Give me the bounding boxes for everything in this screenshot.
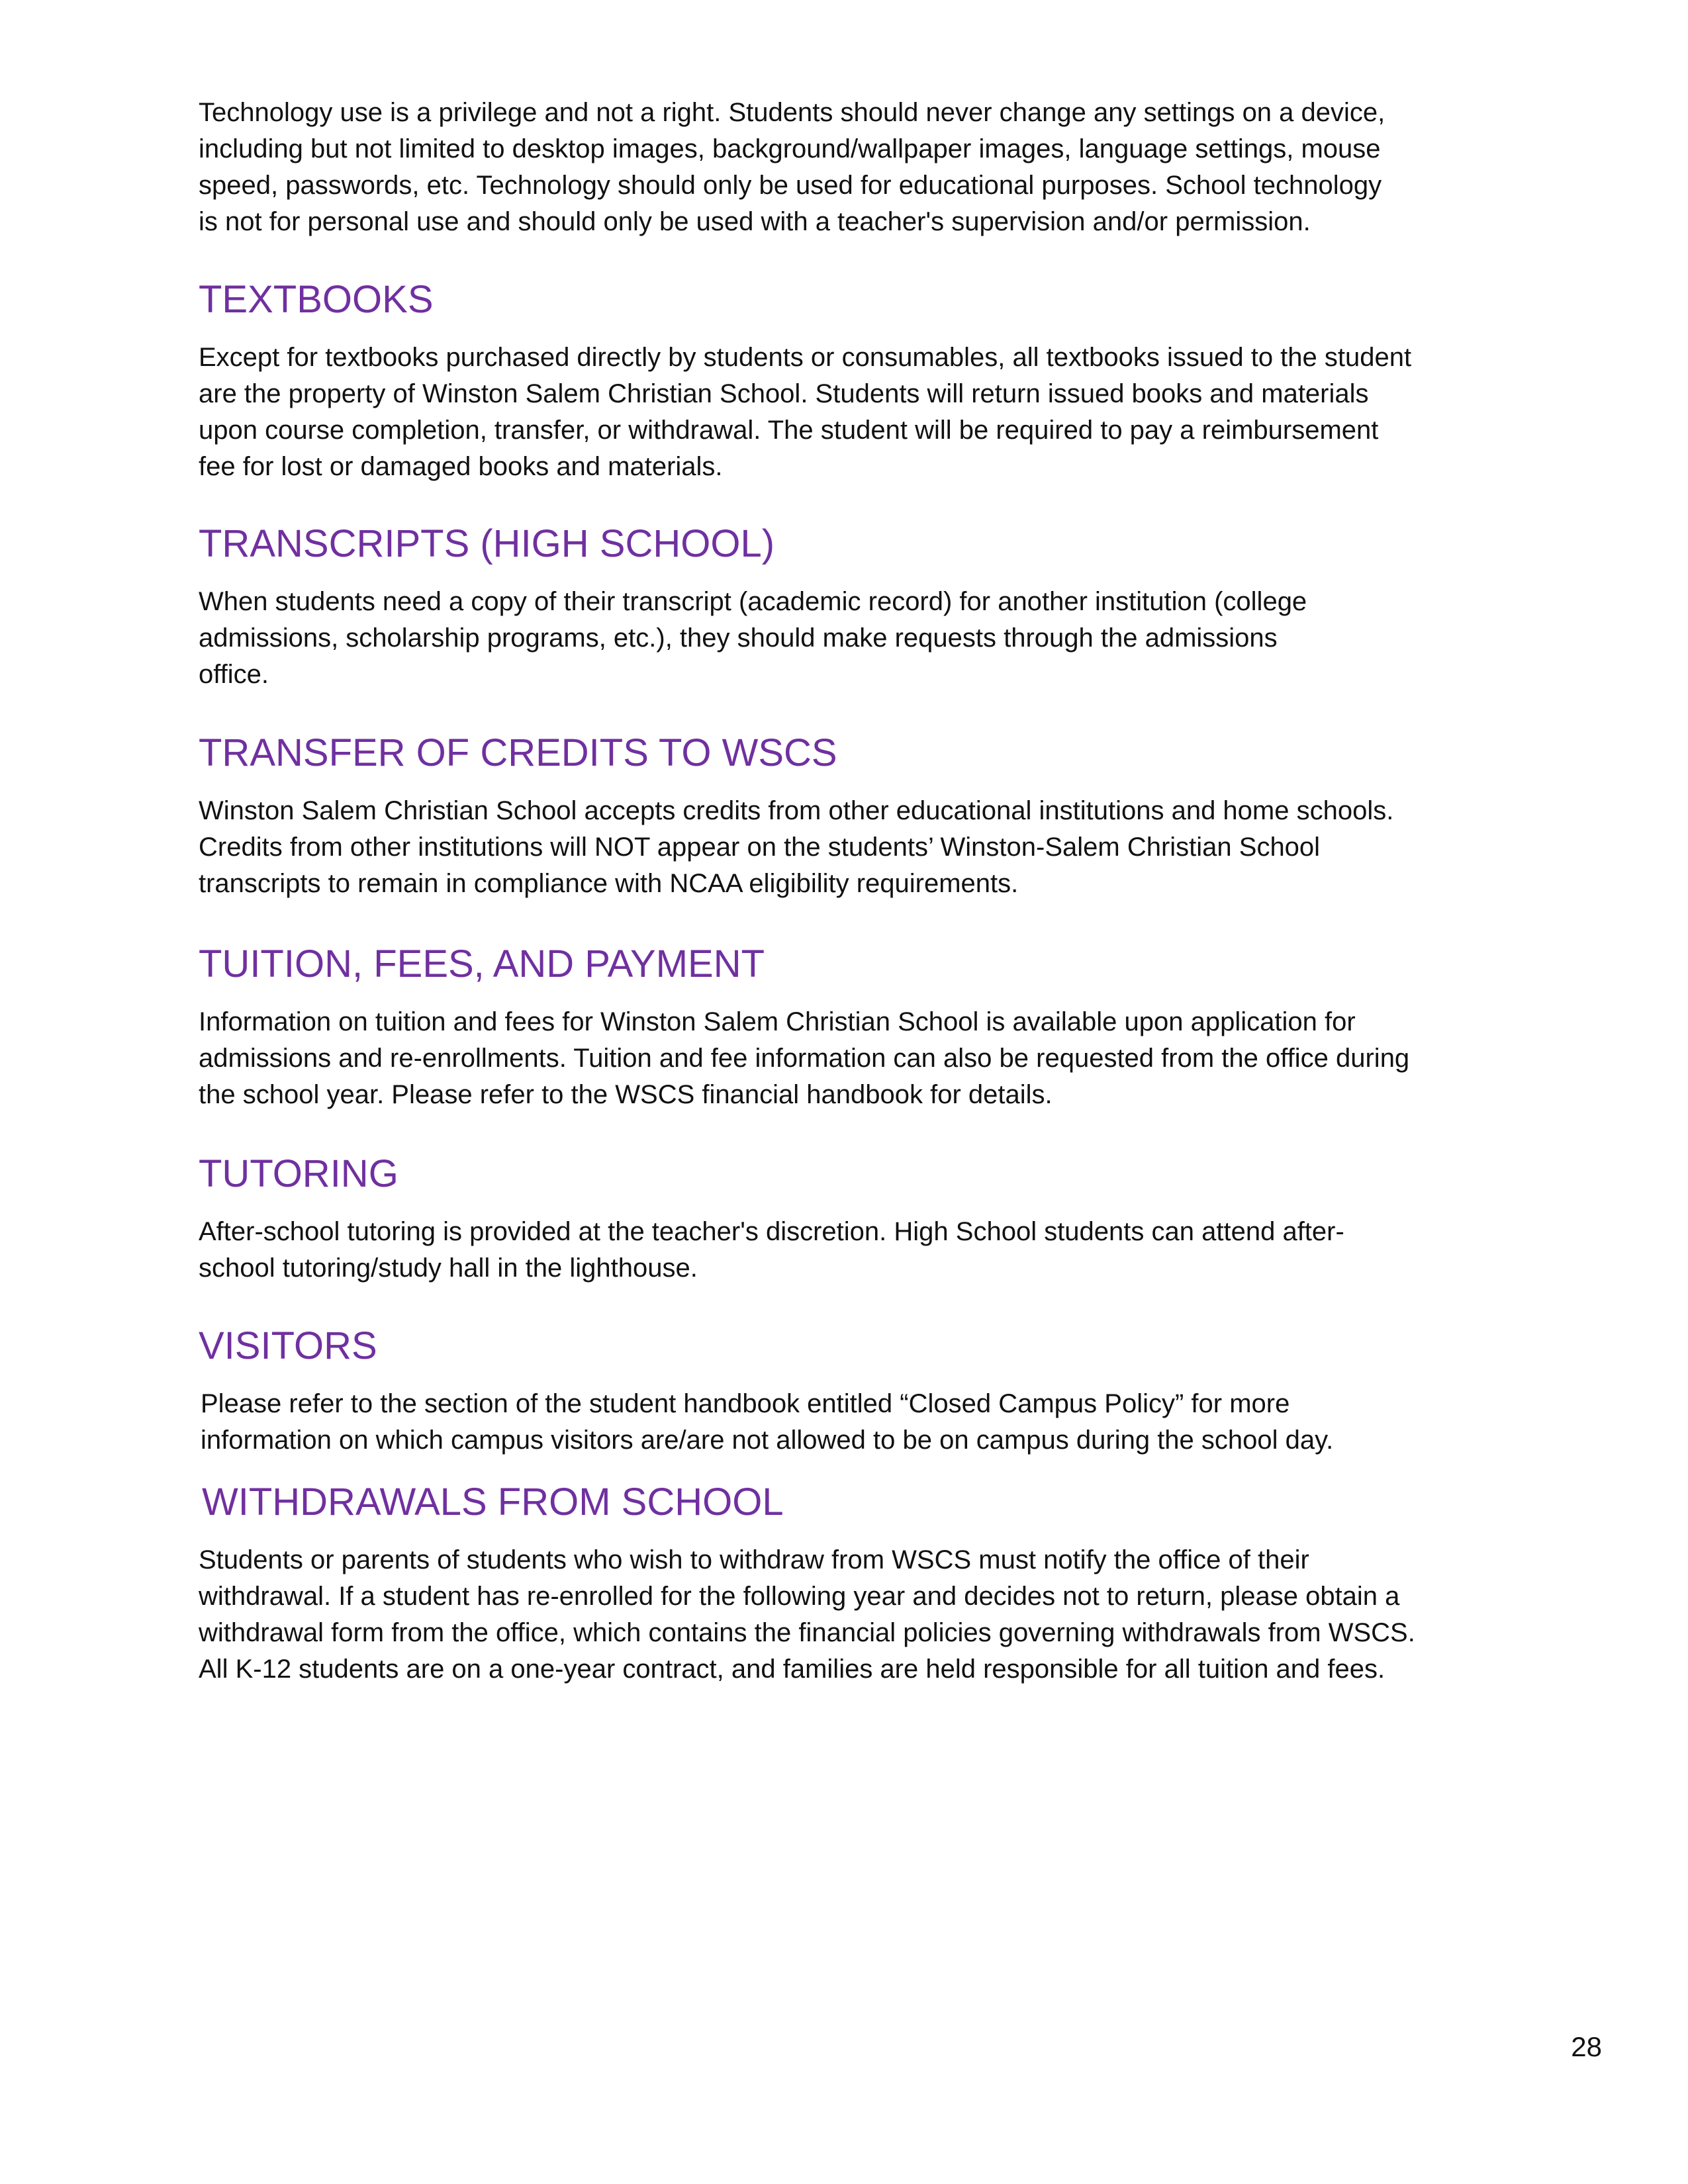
body-line: office. [199, 660, 269, 689]
body-line: upon course completion, transfer, or withdrawal. The student will be required to pay a reimbursement [199, 416, 1379, 445]
intro-line: Technology use is a privilege and not a right. Students should never change any settings on a device, [199, 98, 1385, 127]
section-body-tutoring [199, 1214, 1516, 1287]
body-line: fee for lost or damaged books and materials. [199, 452, 723, 481]
body-line: school tutoring/study hall in the lighthouse. [199, 1253, 698, 1283]
body-line: withdrawal. If a student has re-enrolled for the following year and decides not to return, please obtain a [199, 1582, 1400, 1611]
section-heading-withdrawals: WITHDRAWALS FROM SCHOOL [202, 1480, 784, 1524]
intro-line: including but not limited to desktop images, background/wallpaper images, language settings, mouse [199, 134, 1381, 163]
section-body-withdrawals [199, 1542, 1516, 1688]
body-line: information on which campus visitors are/are not allowed to be on campus during the school day. [201, 1426, 1334, 1455]
body-line: transcripts to remain in compliance with NCAA eligibility requirements. [199, 869, 1019, 898]
section-heading-textbooks: TEXTBOOKS [199, 278, 434, 321]
body-line: After-school tutoring is provided at the teacher's discretion. High School students can attend after- [199, 1217, 1344, 1246]
body-line: admissions and re-enrollments. Tuition and fee information can also be requested from the office during [199, 1044, 1410, 1073]
body-line: Winston Salem Christian School accepts credits from other educational institutions and home schools. [199, 796, 1394, 825]
body-line: Please refer to the section of the student handbook entitled “Closed Campus Policy” for more [201, 1389, 1290, 1418]
body-line: Information on tuition and fees for Winston Salem Christian School is available upon application for [199, 1007, 1356, 1036]
body-line: are the property of Winston Salem Christian School. Students will return issued books and materials [199, 379, 1369, 408]
body-line: Credits from other institutions will NOT appear on the students’ Winston-Salem Christian School [199, 833, 1321, 862]
page-number: 28 [1571, 2031, 1602, 2062]
body-line: the school year. Please refer to the WSCS financial handbook for details. [199, 1080, 1053, 1109]
body-line: All K-12 students are on a one-year contract, and families are held responsible for all tuition and fees. [199, 1655, 1385, 1684]
section-heading-transfer-of-credits: TRANSFER OF CREDITS TO WSCS [199, 731, 837, 774]
intro-paragraph [199, 95, 1516, 240]
section-body-transfer-of-credits [199, 793, 1516, 902]
body-line: admissions, scholarship programs, etc.), they should make requests through the admissions [199, 623, 1278, 653]
section-heading-transcripts: TRANSCRIPTS (HIGH SCHOOL) [199, 522, 775, 565]
body-line: Except for textbooks purchased directly by students or consumables, all textbooks issued to the student [199, 343, 1412, 372]
intro-line: speed, passwords, etc. Technology should only be used for educational purposes. School technology [199, 171, 1382, 200]
body-line: Students or parents of students who wish to withdraw from WSCS must notify the office of their [199, 1545, 1309, 1574]
body-line: withdrawal form from the office, which contains the financial policies governing withdrawals from WSCS. [199, 1618, 1415, 1647]
section-body-visitors [201, 1386, 1518, 1459]
section-body-transcripts [199, 584, 1516, 693]
body-line: When students need a copy of their transcript (academic record) for another institution (college [199, 587, 1307, 616]
section-heading-tuition-fees-payment: TUITION, FEES, AND PAYMENT [199, 942, 765, 985]
intro-line: is not for personal use and should only be used with a teacher's supervision and/or permission. [199, 207, 1311, 236]
section-heading-visitors: VISITORS [199, 1324, 377, 1367]
section-heading-tutoring: TUTORING [199, 1152, 399, 1195]
section-body-textbooks [199, 340, 1516, 485]
section-body-tuition-fees-payment [199, 1004, 1516, 1113]
